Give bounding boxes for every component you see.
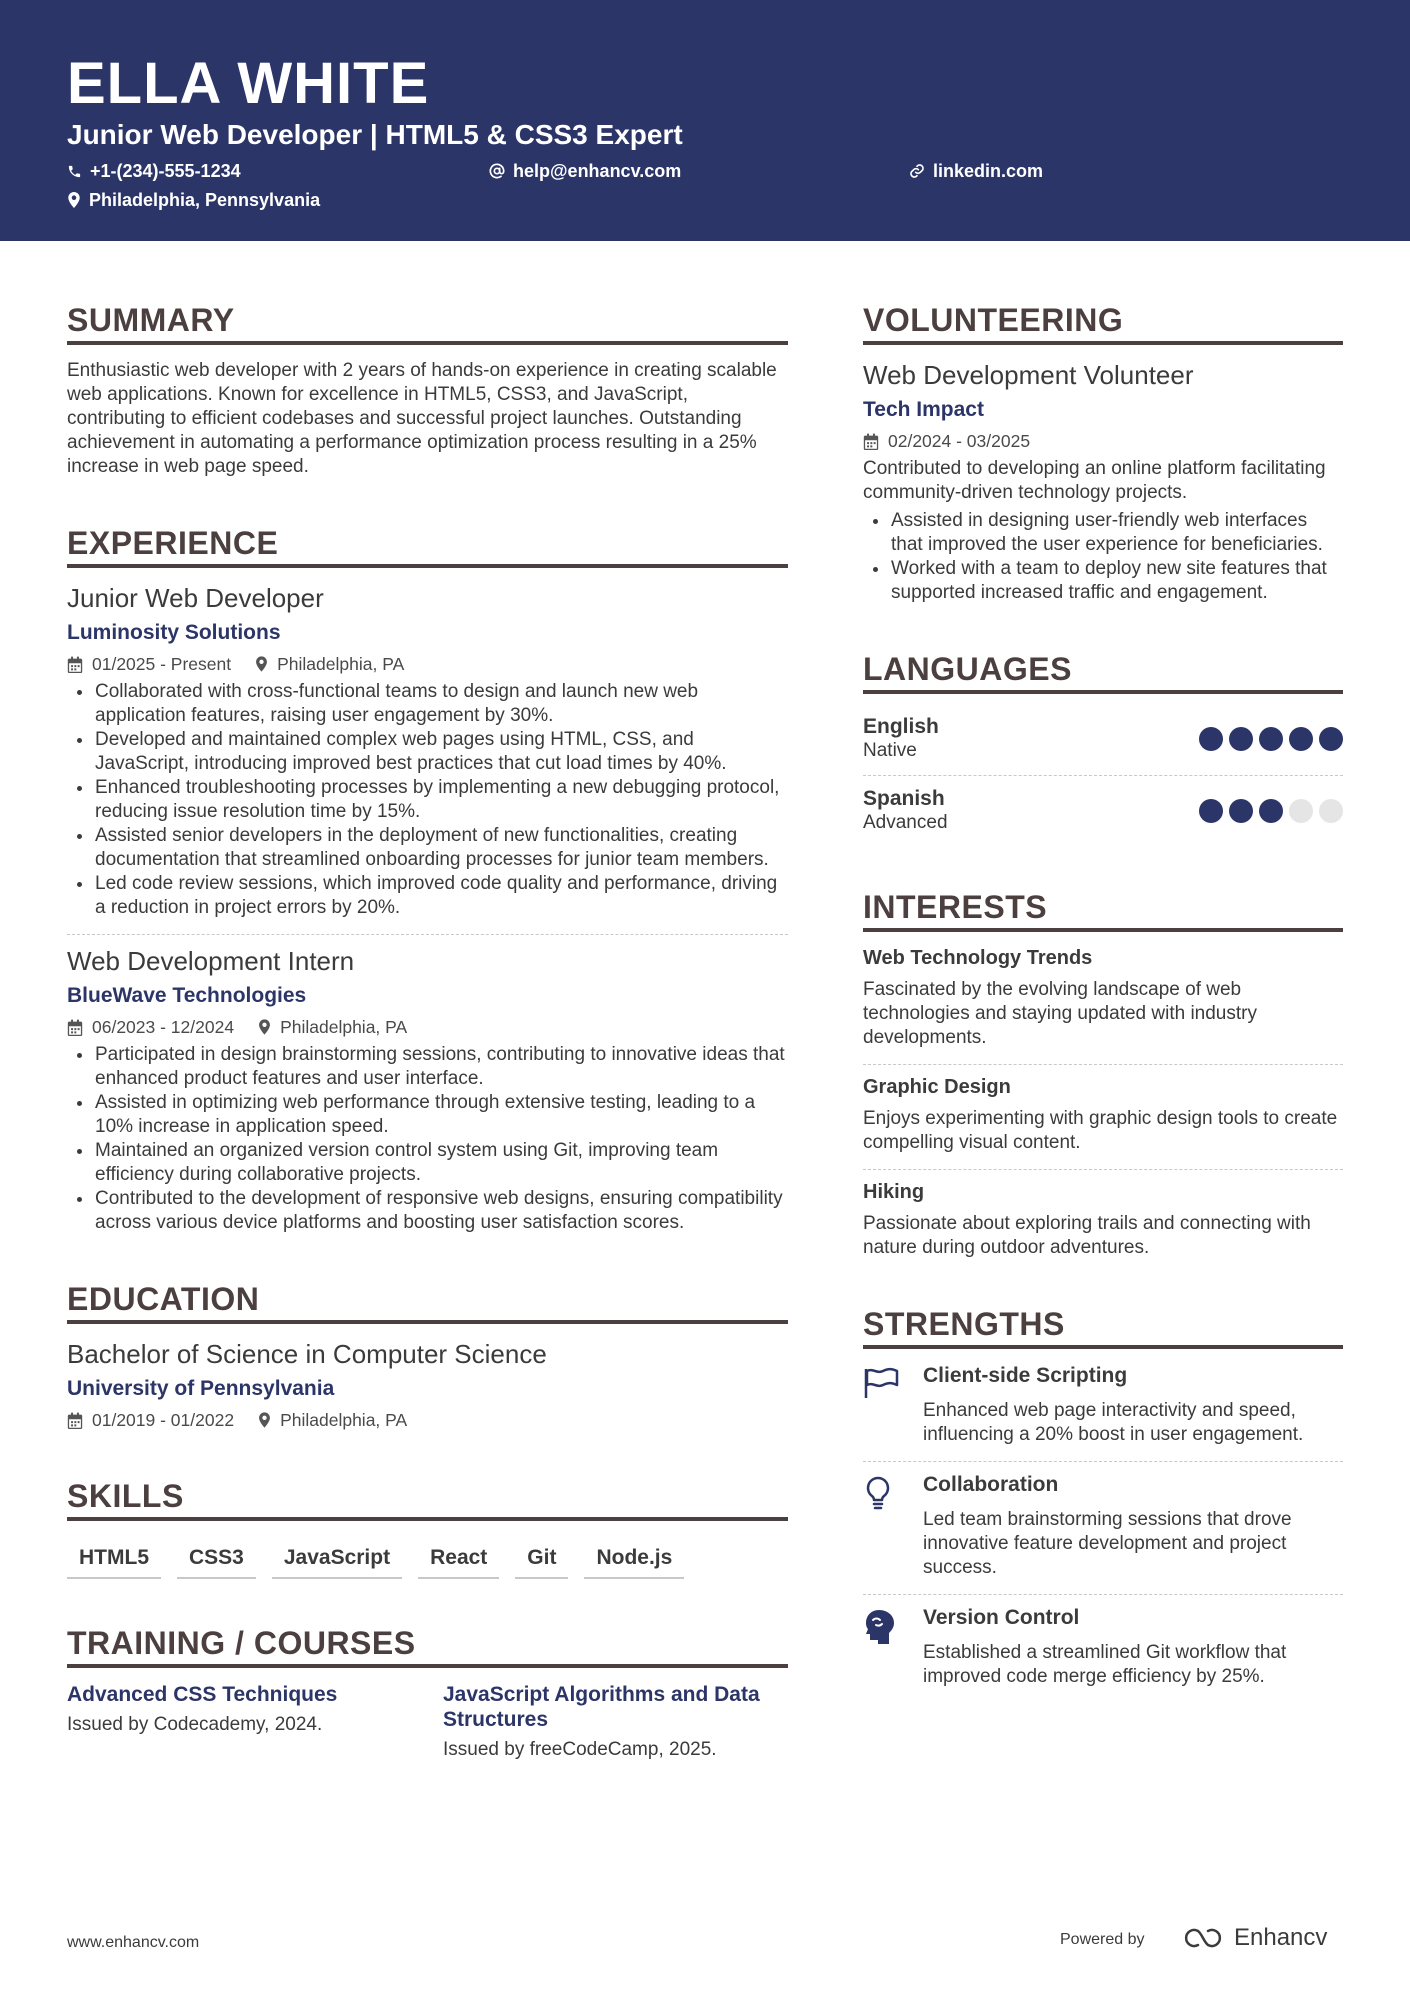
rating-dot-filled	[1289, 727, 1313, 751]
job-entry	[67, 945, 788, 1235]
education-location: Philadelphia, PA	[280, 1410, 408, 1430]
interest-text: Passionate about exploring trails and connecting with nature during outdoor adventures.	[863, 1213, 1311, 1258]
contact-phone	[67, 160, 241, 182]
job-bullet: Led code review sessions, which improved code quality and performance, driving a reduction in project errors by 20%.	[67, 872, 788, 920]
education-degree: Bachelor of Science in Computer Science	[67, 1339, 547, 1369]
candidate-headline: Junior Web Developer | HTML5 & CSS3 Expert	[67, 119, 683, 150]
languages-title: LANGUAGES	[863, 649, 1343, 694]
skill-tag: React	[418, 1541, 499, 1579]
language-name: Spanish	[863, 787, 945, 810]
strength-text: Led team brainstorming sessions that drove innovative feature development and project success.	[923, 1509, 1292, 1578]
course-issuer: Issued by Codecademy, 2024.	[67, 1714, 323, 1735]
language-name: English	[863, 715, 939, 738]
education-title: EDUCATION	[67, 1279, 788, 1324]
entry-divider	[863, 1169, 1343, 1170]
at-icon	[489, 163, 505, 179]
interests-section	[863, 887, 1343, 1260]
strength-item	[863, 1472, 1343, 1580]
link-icon	[909, 163, 925, 179]
skill-tag: Git	[515, 1541, 568, 1579]
job-company: BlueWave Technologies	[67, 984, 307, 1007]
volunteer-meta	[863, 429, 1343, 453]
job-location: Philadelphia, PA	[277, 654, 405, 674]
education-meta	[67, 1408, 788, 1432]
contact-linkedin[interactable]	[909, 160, 1043, 182]
course-item	[443, 1682, 788, 1762]
head-icon	[863, 1609, 895, 1645]
rating-dot-filled	[1199, 799, 1223, 823]
summary-text: Enthusiastic web developer with 2 years of hands-on experience in creating scalable web applications. Known for excellence in HTML5, CSS3, and JavaScript, contributing to efficient codebases and successful project launches. Outstanding achievement in automating a performance optimization process resulting in a 25% increase in web page speed.	[67, 360, 777, 477]
strengths-section	[863, 1304, 1343, 1689]
skills-list	[67, 1535, 788, 1579]
job-entry	[67, 582, 788, 920]
volunteer-bullets	[863, 509, 1343, 605]
linkedin-text: linkedin.com	[933, 161, 1044, 181]
calendar-icon	[67, 1019, 83, 1036]
interests-title: INTERESTS	[863, 887, 1343, 932]
education-section	[67, 1279, 788, 1432]
job-bullet: Participated in design brainstorming sessions, contributing to innovative ideas that enhanced product features and user interface.	[67, 1043, 788, 1091]
strength-name: Collaboration	[923, 1473, 1059, 1496]
job-bullet: Maintained an organized version control system using Git, improving team efficiency during collaborative projects.	[67, 1139, 788, 1187]
language-level: Native	[863, 740, 917, 761]
footer-url[interactable]: www.enhancv.com	[67, 1934, 200, 1951]
location-pin-icon	[67, 192, 81, 208]
summary-title: SUMMARY	[67, 300, 788, 345]
brand-logo[interactable]	[1180, 1924, 1327, 1952]
summary-section	[67, 300, 788, 479]
rating-dot-filled	[1199, 727, 1223, 751]
location-pin-icon	[255, 656, 268, 672]
volunteer-dates: 02/2024 - 03/2025	[888, 431, 1031, 451]
experience-title: EXPERIENCE	[67, 523, 788, 568]
location-pin-icon	[258, 1019, 271, 1035]
job-dates: 01/2025 - Present	[92, 654, 232, 674]
contact-email[interactable]	[489, 160, 681, 182]
resume-header	[0, 0, 1410, 241]
email-text: help@enhancv.com	[513, 161, 682, 181]
rating-dot-empty	[1319, 799, 1343, 823]
enhancv-logo-icon	[1180, 1925, 1226, 1951]
rating-dot-empty	[1289, 799, 1313, 823]
course-name: JavaScript Algorithms and Data Structures	[443, 1683, 760, 1731]
entry-divider	[863, 1594, 1343, 1595]
calendar-icon	[67, 1412, 83, 1429]
job-role: Web Development Intern	[67, 946, 355, 976]
interest-item	[863, 1180, 1343, 1260]
interest-text: Enjoys experimenting with graphic design tools to create compelling visual content.	[863, 1108, 1338, 1153]
calendar-icon	[863, 433, 879, 450]
phone-icon	[67, 164, 82, 179]
rating-dot-filled	[1259, 799, 1283, 823]
interest-name: Web Technology Trends	[863, 947, 1093, 969]
job-meta	[67, 1015, 788, 1039]
candidate-name: ELLA WHITE	[67, 51, 430, 116]
education-dates: 01/2019 - 01/2022	[92, 1410, 235, 1430]
interest-text: Fascinated by the evolving landscape of web technologies and staying updated with industry developments.	[863, 979, 1257, 1048]
entry-divider	[863, 775, 1343, 776]
job-location: Philadelphia, PA	[280, 1017, 408, 1037]
interest-name: Hiking	[863, 1181, 925, 1203]
languages-section	[863, 649, 1343, 843]
interest-item	[863, 946, 1343, 1050]
job-bullet: Collaborated with cross-functional teams to design and launch new web application features, raising user engagement by 30%.	[67, 680, 788, 728]
training-section	[67, 1623, 788, 1762]
skill-tag: HTML5	[67, 1541, 161, 1579]
interest-name: Graphic Design	[863, 1076, 1011, 1098]
job-bullet: Contributed to the development of responsive web designs, ensuring compatibility across various device platforms and boosting user satisfaction scores.	[67, 1187, 788, 1235]
language-item	[863, 708, 1343, 771]
course-list	[67, 1682, 788, 1762]
skill-tag: Node.js	[584, 1541, 684, 1579]
language-item	[863, 780, 1343, 843]
language-level: Advanced	[863, 812, 948, 833]
left-column	[67, 300, 788, 1806]
course-item	[67, 1682, 407, 1762]
lightbulb-icon	[863, 1476, 893, 1510]
strength-name: Client-side Scripting	[923, 1364, 1128, 1387]
rating-dot-filled	[1259, 727, 1283, 751]
job-bullets	[67, 680, 788, 920]
powered-by-label: Powered by	[1060, 1931, 1145, 1948]
right-column	[863, 300, 1343, 1733]
volunteer-bullet: Worked with a team to deploy new site features that supported increased traffic and engagement.	[863, 557, 1343, 605]
job-meta	[67, 652, 788, 676]
language-rating	[1199, 799, 1343, 823]
training-title: TRAINING / COURSES	[67, 1623, 788, 1668]
volunteer-bullet: Assisted in designing user-friendly web interfaces that improved the user experience for beneficiaries.	[863, 509, 1343, 557]
job-bullet: Assisted in optimizing web performance through extensive testing, leading to a 10% increase in application speed.	[67, 1091, 788, 1139]
calendar-icon	[67, 656, 83, 673]
skill-tag: CSS3	[177, 1541, 256, 1579]
phone-text: +1-(234)-555-1234	[90, 161, 241, 181]
strengths-title: STRENGTHS	[863, 1304, 1343, 1349]
rating-dot-filled	[1319, 727, 1343, 751]
job-bullet: Enhanced troubleshooting processes by implementing a new debugging protocol, reducing issue resolution time by 15%.	[67, 776, 788, 824]
job-bullet: Assisted senior developers in the deployment of new functionalities, creating documentation that streamlined onboarding processes for junior team members.	[67, 824, 788, 872]
course-name: Advanced CSS Techniques	[67, 1683, 338, 1706]
volunteering-section	[863, 300, 1343, 605]
experience-section	[67, 523, 788, 1235]
location-pin-icon	[258, 1412, 271, 1428]
volunteering-title: VOLUNTEERING	[863, 300, 1343, 345]
strength-name: Version Control	[923, 1606, 1080, 1629]
entry-divider	[863, 1461, 1343, 1462]
education-school: University of Pennsylvania	[67, 1377, 335, 1400]
job-bullets	[67, 1043, 788, 1235]
skills-section	[67, 1476, 788, 1579]
job-dates: 06/2023 - 12/2024	[92, 1017, 235, 1037]
strength-item	[863, 1605, 1343, 1689]
course-issuer: Issued by freeCodeCamp, 2025.	[443, 1739, 717, 1760]
skill-tag: JavaScript	[272, 1541, 402, 1579]
volunteer-description: Contributed to developing an online platform facilitating community-driven technology projects.	[863, 458, 1326, 503]
contact-location	[67, 189, 320, 211]
interest-item	[863, 1075, 1343, 1155]
rating-dot-filled	[1229, 799, 1253, 823]
flag-icon	[863, 1367, 901, 1399]
language-rating	[1199, 727, 1343, 751]
skills-title: SKILLS	[67, 1476, 788, 1521]
location-text: Philadelphia, Pennsylvania	[89, 190, 321, 210]
entry-divider	[863, 1064, 1343, 1065]
strength-item	[863, 1363, 1343, 1447]
strength-text: Enhanced web page interactivity and speed, influencing a 20% boost in user engagement.	[923, 1400, 1304, 1445]
job-role: Junior Web Developer	[67, 583, 324, 613]
job-bullet: Developed and maintained complex web pages using HTML, CSS, and JavaScript, introducing improved best practices that cut load times by 40%.	[67, 728, 788, 776]
brand-name: Enhancv	[1234, 1924, 1328, 1951]
job-company: Luminosity Solutions	[67, 621, 281, 644]
volunteer-role: Web Development Volunteer	[863, 360, 1194, 390]
entry-divider	[67, 934, 788, 935]
strength-text: Established a streamlined Git workflow that improved code merge efficiency by 25%.	[923, 1642, 1287, 1687]
rating-dot-filled	[1229, 727, 1253, 751]
volunteer-org: Tech Impact	[863, 398, 984, 421]
